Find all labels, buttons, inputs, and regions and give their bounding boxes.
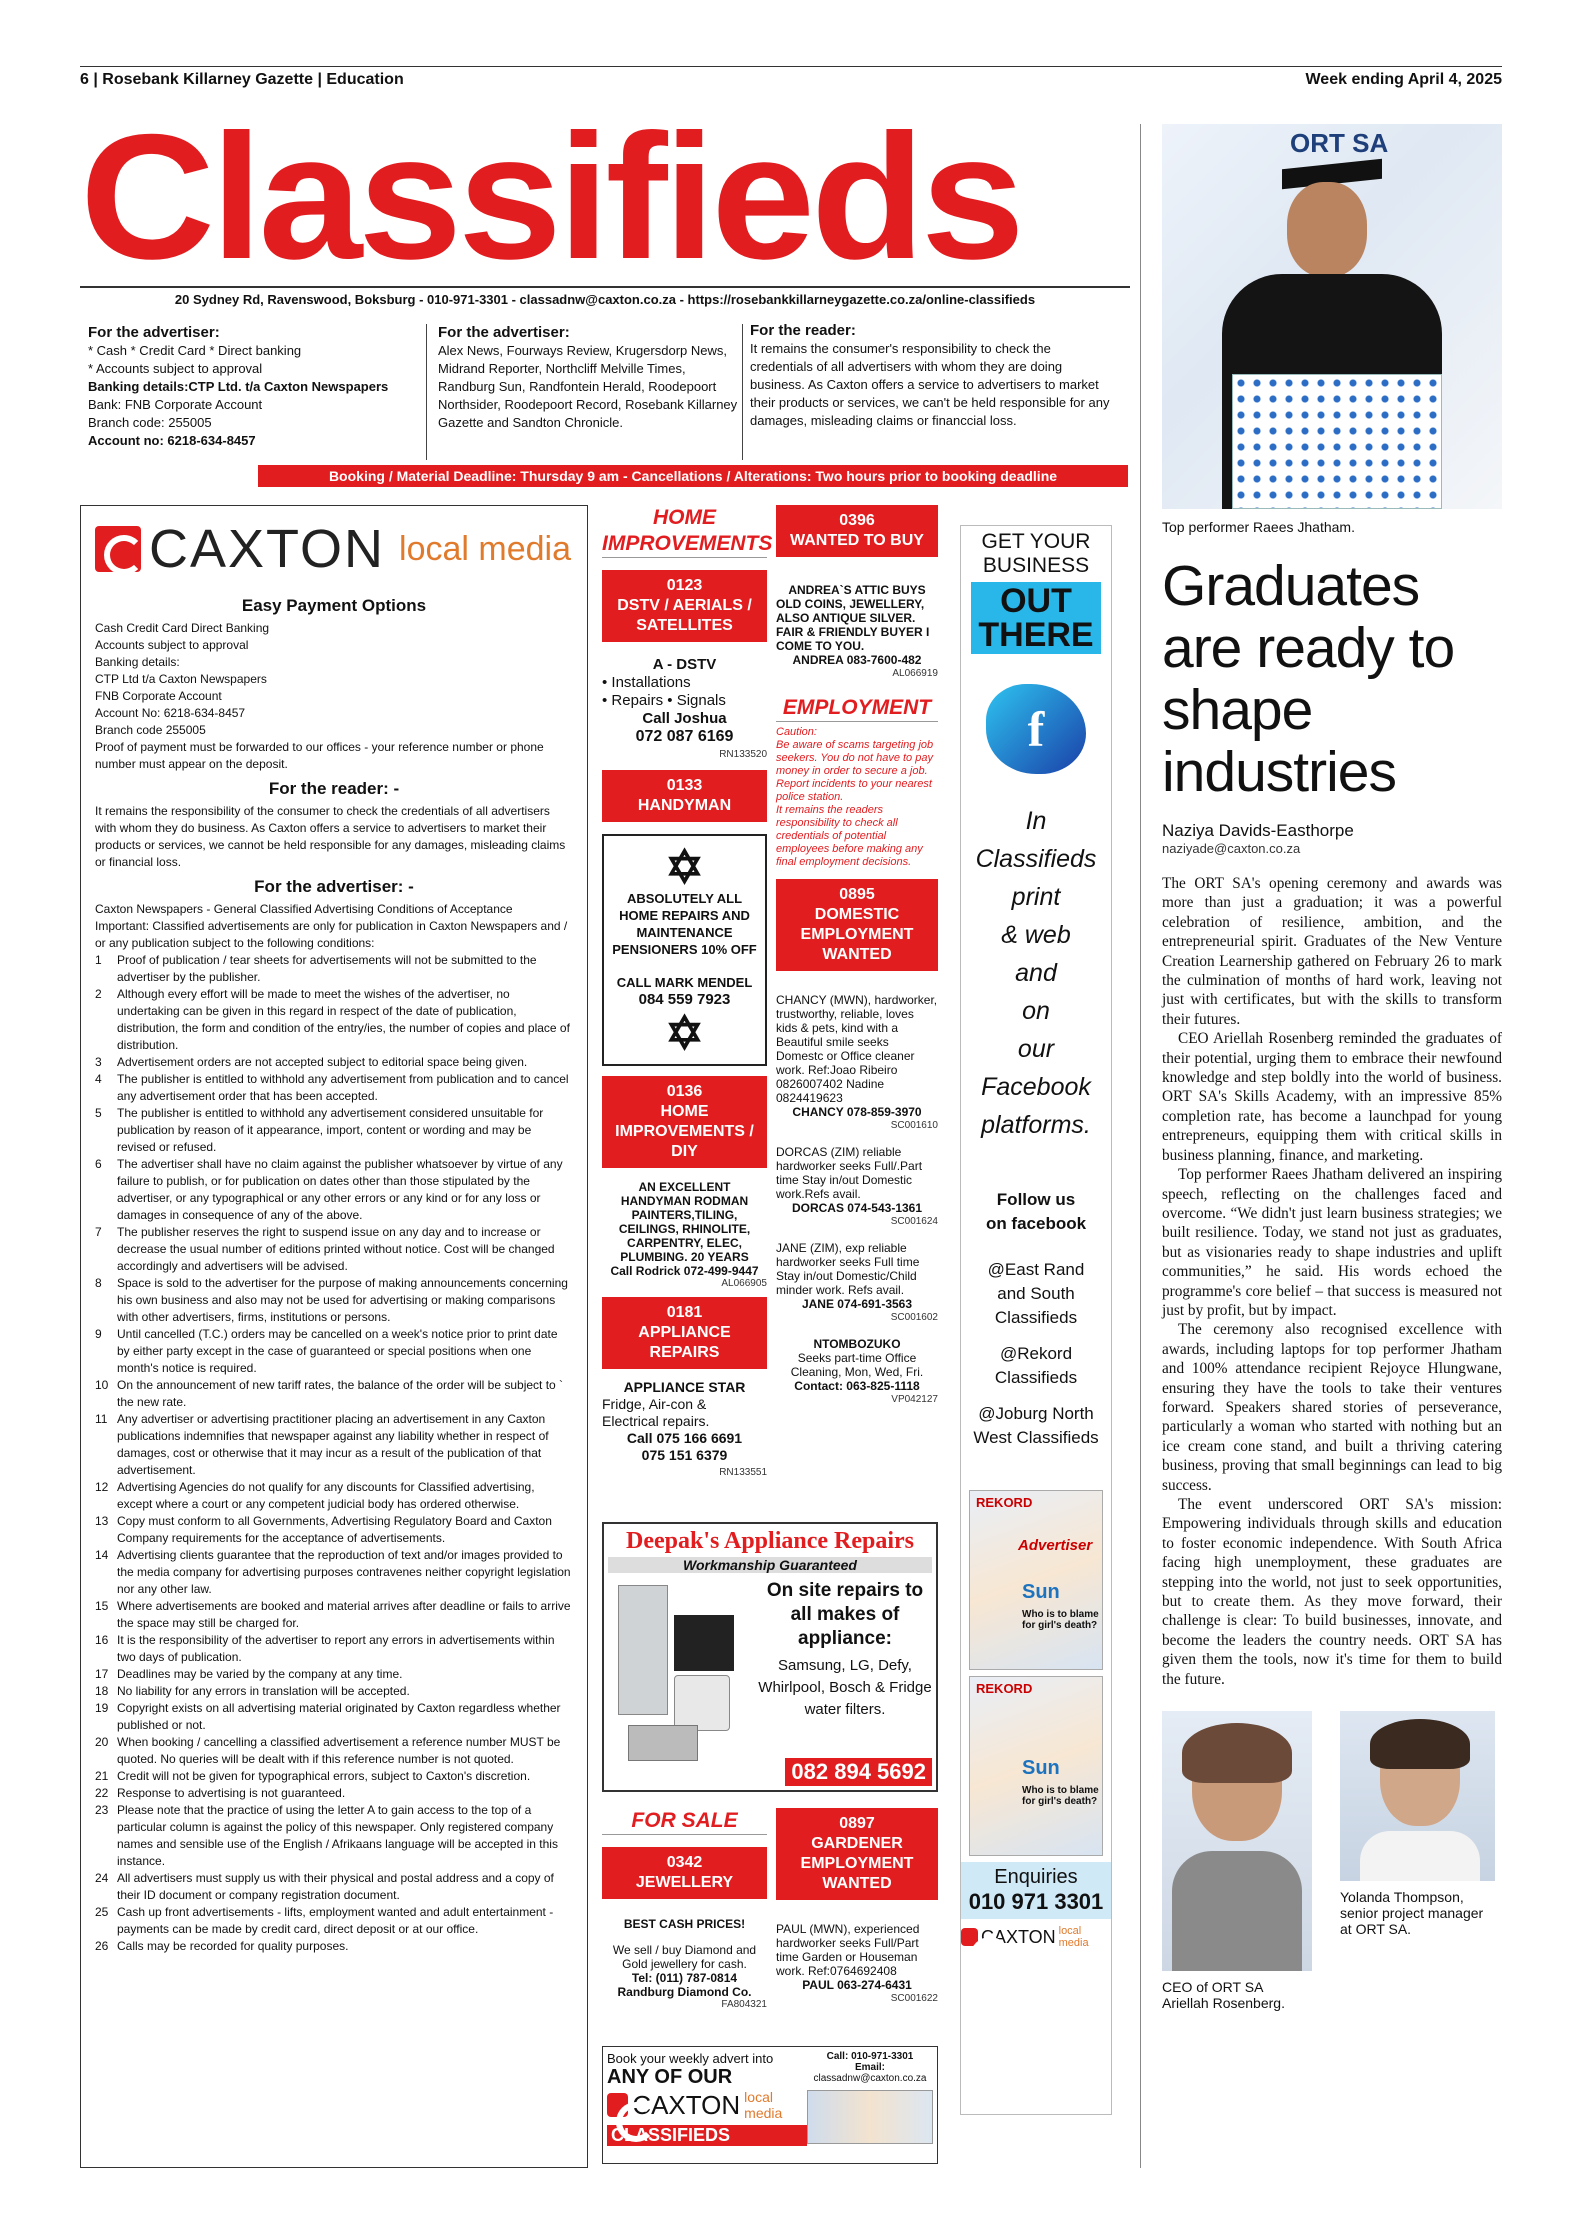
info-line: * Accounts subject to approval xyxy=(88,361,263,376)
photo-caption: Yolanda Thompson, senior project manager at ORT SA. xyxy=(1340,1889,1484,1938)
advertiser-title: For the advertiser: - xyxy=(254,877,414,896)
book-email: classadnw@caxton.co.za xyxy=(813,2073,927,2084)
section-heading: EMPLOYMENT xyxy=(776,695,938,722)
term-number: 4 xyxy=(95,1072,102,1086)
logo-subtext: local media xyxy=(1058,1925,1089,1949)
section-label: 6 | Rosebank Killarney Gazette | Education xyxy=(80,71,404,88)
classified-ad xyxy=(602,1180,767,1289)
ad-line: On site repairs to all makes of appliance: xyxy=(766,1580,924,1649)
column-for-sale xyxy=(602,1808,767,2010)
classified-ad xyxy=(776,1145,938,1229)
category-heading: 0396 WANTED TO BUY xyxy=(776,505,938,557)
ad-line: Randburg Diamond Co. xyxy=(617,1985,752,1999)
ad-line: Call Joshua xyxy=(642,710,727,727)
term-item xyxy=(95,1513,573,1547)
term-text: Please note that the practice of using the letter A to gain access to the top of a particular column is against the policy of this newspaper. Only registered company names and sensible use of the English / Afrikaans language will be accepted in this instance. xyxy=(117,1803,558,1868)
ad-line: AN EXCELLENT HANDYMAN RODMAN PAINTERS,TILING, CEILINGS, RHINOLITE, CARPENTRY, ELEC, PLUMBING. 20 YEARS xyxy=(618,1180,751,1264)
term-item xyxy=(95,986,573,1054)
deepak-ad xyxy=(602,1522,938,1792)
term-item xyxy=(95,1275,573,1326)
term-item xyxy=(95,1904,573,1938)
classified-ad xyxy=(776,583,938,681)
category-heading: 0181 APPLIANCE REPAIRS xyxy=(602,1297,767,1369)
classified-ad xyxy=(776,1241,938,1325)
classified-ad xyxy=(776,993,938,1133)
term-text: Space is sold to the advertiser for the purpose of making announcements concerning his own business and also may not be used for advertising or making comparisons with other advertisers, firms, institutions or persons. xyxy=(117,1276,568,1324)
ad-line: A - DSTV xyxy=(652,656,717,673)
term-number: 2 xyxy=(95,987,102,1001)
caxton-c-icon xyxy=(607,2093,628,2117)
term-text: Copy must conform to all Governments, Advertising Regulatory Board and Caxton Company requirements for the acceptance of advertisements. xyxy=(117,1514,552,1545)
term-number: 23 xyxy=(95,1803,109,1817)
facebook-icon: f xyxy=(986,684,1086,774)
term-number: 18 xyxy=(95,1684,109,1698)
term-text: Any advertiser or advertising practitioner placing an advertisement in any Caxton publications indemnifies that newspaper against any liability whether in respect of damages, cost or otherwise that it may incur as a result of the publication of that advertisement. xyxy=(117,1412,549,1477)
category-heading: 0133 HANDYMAN xyxy=(602,770,767,822)
term-text: It is the responsibility of the advertiser to report any errors in advertisements within two days of publication. xyxy=(117,1633,555,1664)
ad-phone: PAUL 063-274-6431 xyxy=(802,1978,912,1992)
ad-phone: JANE 074-691-3563 xyxy=(801,1297,913,1311)
term-number: 20 xyxy=(95,1735,109,1749)
term-text: Cash up front advertisements - lifts, employment wanted and adult entertainment - payments can be made by credit card, direct deposit or at our office. xyxy=(117,1905,554,1936)
term-text: On the announcement of new tariff rates, the balance of the order will be subject to ` the new rate. xyxy=(117,1378,564,1409)
term-item xyxy=(95,1326,573,1377)
reader-body: It remains the responsibility of the consumer to check the credentials of all advertisers with whom they do business. As Caxton offers a service to advertisers to market their products or services, we cannot be held responsible for any damages, misleading claims or financial loss. xyxy=(95,804,566,869)
term-text: Although every effort will be made to meet the wishes of the advertiser, no undertaking can be given in this regard in respect of the date of publication, distribution, the form and condition of the entry/ies, the number of copies and place of distribution. xyxy=(117,987,570,1052)
gift-box xyxy=(1232,374,1442,509)
term-text: Advertisement orders are not accepted subject to editorial space being given. xyxy=(117,1055,528,1069)
paper-headline: Who is to blame for girl's death? xyxy=(1022,1609,1099,1631)
paper-title: Sun xyxy=(1022,1581,1060,1603)
article-paragraph: The ceremony also recognised excellence with awards, including laptops for top performer Jhatham and 100% attendance recipient Rejoyce Hlungwane, ensuring they have the tools to take their ventures forward. Speakers shared stories of perseverance, particularly a woman who started with nothing but an ice cream cone stand, and built a thriving catering business, proving that small beginnings can lead to big success. xyxy=(1162,1321,1502,1494)
rosenberg-photo xyxy=(1162,1711,1312,1971)
term-number: 14 xyxy=(95,1548,109,1562)
terms-list xyxy=(95,952,573,1955)
logo-subtext: local media xyxy=(744,2089,783,2121)
ad-phone: 082 894 5692 xyxy=(785,1758,932,1786)
category-heading: 0342 JEWELLERY xyxy=(602,1847,767,1899)
facebook-page-link[interactable]: @Rekord Classifieds xyxy=(994,1344,1078,1387)
payment-body: Cash Credit Card Direct Banking Accounts subject to approval Banking details: CTP Ltd t/a Caxton Newspapers FNB Corporate Account Account No: 6218-634-8457 Branch code 255005 Proof of payment must be forwarded to our offices - your reference number or phone number must appear on the deposit. xyxy=(95,621,544,771)
term-number: 6 xyxy=(95,1157,102,1171)
term-number: 12 xyxy=(95,1480,109,1494)
appliances-image xyxy=(608,1575,758,1770)
photo-sign-text: ORT SA xyxy=(1290,128,1389,158)
article-paragraph: The ORT SA's opening ceremony and awards was more than just a graduation; it was a powerful celebration of resilience, ambition, and the entrepreneurial spirit. Graduates of the New Venture Creation Learnership gathered on February 26 to mark the culmination of months of hard work, leaving not just with certificates, but with the skills to transform their futures. xyxy=(1162,875,1502,1028)
face xyxy=(1287,182,1367,277)
section-heading: FOR SALE xyxy=(602,1808,767,1835)
term-item xyxy=(95,1479,573,1513)
category-heading: 0897 GARDENER EMPLOYMENT WANTED xyxy=(776,1808,938,1900)
term-text: The advertiser shall have no claim against the publisher whatsoever by virtue of any failure to publish, or for publication on dates other than those stipulated by the advertiser, or any typographical or any other errors or any kind or for any loss or damages in consequence of any of the above. xyxy=(117,1157,563,1222)
ad-ref: VP042127 xyxy=(891,1394,938,1405)
advertiser-payment-info xyxy=(88,324,418,450)
term-number: 17 xyxy=(95,1667,109,1681)
term-number: 9 xyxy=(95,1327,102,1341)
advertiser-publications xyxy=(438,324,738,432)
ad-phone: Call 075 166 6691 075 151 6379 xyxy=(626,1430,743,1463)
logo-text: CAXTON xyxy=(980,1926,1056,1947)
divider xyxy=(426,324,427,460)
term-text: Copyright exists on all advertising material originated by Caxton regardless whether published or not. xyxy=(117,1701,561,1732)
term-number: 16 xyxy=(95,1633,109,1647)
term-item xyxy=(95,1598,573,1632)
ad-phone: Call Rodrick 072-499-9447 xyxy=(610,1264,759,1278)
info-line: Banking details:CTP Ltd. t/a Caxton Newspapers xyxy=(88,379,389,394)
ad-title: Deepak's Appliance Repairs xyxy=(625,1528,915,1554)
ad-line: CHANCY (MWN), hardworker, trustworthy, reliable, loves kids & pets, kind with a Beautiful smile seeks Domestc or Office cleaner work. Ref:Joao Ribeiro 0826007402 Nadine 0824419623 xyxy=(776,993,938,1105)
caxton-conditions-box xyxy=(80,505,588,2168)
ad-line: ANDREA`S ATTIC BUYS xyxy=(788,583,926,597)
ad-ref: SC001602 xyxy=(890,1312,938,1323)
info-body: Alex News, Fourways Review, Krugersdorp News, Midrand Reporter, Northcliff Melville Times, Randburg Sun, Randfontein Herald, Roodepoort Northsider, Roodepoort Record, Rosebank Killarney Gazette and Sandton Chronicle. xyxy=(438,343,738,430)
ad-phone: CHANCY 078-859-3970 xyxy=(792,1105,922,1119)
term-item xyxy=(95,1802,573,1870)
ad-ref: SC001624 xyxy=(890,1216,938,1227)
term-number: 19 xyxy=(95,1701,109,1715)
book-advert-box xyxy=(602,2046,938,2164)
ad-phone: Tel: (011) 787-0814 xyxy=(631,1971,738,1985)
term-item xyxy=(95,1666,573,1683)
article-photos xyxy=(1162,1711,1502,2011)
column-gardener xyxy=(776,1808,938,2006)
term-item xyxy=(95,1785,573,1802)
caxton-c-icon xyxy=(961,1928,978,1946)
ad-line: Seeks part-time Office Cleaning, Mon, Wed, Fri. xyxy=(790,1351,924,1379)
ad-ref: SC001622 xyxy=(890,1993,938,2004)
classified-ad xyxy=(602,1379,767,1481)
issue-date: Week ending April 4, 2025 xyxy=(1305,71,1502,88)
article-column xyxy=(1162,124,1502,2011)
term-number: 3 xyxy=(95,1055,102,1069)
facebook-page-link[interactable]: @East Rand and South Classifieds xyxy=(987,1260,1085,1327)
newspaper-collage-image xyxy=(969,1490,1103,1670)
panel-line: THERE xyxy=(978,616,1094,654)
enquiries-label: Enquiries xyxy=(994,1866,1078,1888)
ad-line: We sell / buy Diamond and Gold jewellery for cash. xyxy=(612,1943,757,1971)
ad-line: OLD COINS, JEWELLERY, ALSO ANTIQUE SILVER. FAIR & FRIENDLY BUYER I COME TO YOU. xyxy=(776,597,930,653)
term-text: Until cancelled (T.C.) orders may be cancelled on a week's notice prior to print date by either party except in the case of guaranteed or special positions when one month's notice is required. xyxy=(117,1327,558,1375)
enquiries-phone: 010 971 3301 xyxy=(968,1889,1104,1914)
term-number: 24 xyxy=(95,1871,109,1885)
star-of-david-icon: ✡ xyxy=(665,841,704,893)
caxton-logo xyxy=(95,518,573,580)
ad-line: • Installations • Repairs • Signals xyxy=(602,674,726,709)
paper-title: Advertiser xyxy=(1018,1537,1093,1554)
term-text: The publisher is entitled to withhold any advertisement from publication and to cancel any advertisement order that has been accepted. xyxy=(117,1072,569,1103)
term-number: 25 xyxy=(95,1905,109,1919)
logo-subtext: local media xyxy=(399,529,572,568)
logo-text: CAXTON xyxy=(632,2089,741,2120)
ad-line: JANE (ZIM), exp reliable hardworker seeks Full time Stay in/out Domestic/Child minder work. Refs avail. xyxy=(776,1241,920,1297)
out-there-banner xyxy=(971,582,1101,654)
term-item xyxy=(95,1054,573,1071)
paper-title: REKORD xyxy=(976,1495,1033,1510)
term-item xyxy=(95,1411,573,1479)
ad-ref: AL066905 xyxy=(721,1278,767,1289)
star-of-david-icon: ✡ xyxy=(665,1007,704,1059)
caxton-c-icon xyxy=(95,526,141,572)
term-text: The publisher reserves the right to suspend issue on any day and to increase or decrease the usual number of editions printed without notice. Cost will be changed accordingly and advertisers will be advised. xyxy=(117,1225,555,1273)
classified-ad xyxy=(776,1922,938,2006)
caution-notice: Caution: Be aware of scams targeting job seekers. You do not have to pay money in order to secure a job. Report incidents to your nearest police station. It remains the readers responsibility to check all credentials of potential employees before making any final employment decisions. xyxy=(776,726,934,868)
panel-header xyxy=(961,530,1111,578)
ad-subtitle: Workmanship Guaranteed xyxy=(608,1557,932,1573)
classifieds-masthead: Classifieds xyxy=(80,97,1021,296)
ad-line: CALL MARK MENDEL xyxy=(616,975,753,990)
term-item xyxy=(95,1547,573,1598)
graduate-photo xyxy=(1162,124,1502,509)
author-name: Naziya Davids-Easthorpe xyxy=(1162,821,1354,840)
term-number: 22 xyxy=(95,1786,109,1800)
column-wanted-employment xyxy=(776,505,938,1407)
ad-line: DORCAS (ZIM) reliable hardworker seeks Full/.Part time Stay in/out Domestic work.Refs avail. xyxy=(776,1145,923,1201)
ad-ref: FA804321 xyxy=(721,1999,767,2010)
facebook-page-link[interactable]: @Joburg North West Classifieds xyxy=(973,1404,1099,1447)
term-number: 26 xyxy=(95,1939,109,1953)
ad-phone: 084 559 7923 xyxy=(638,991,731,1008)
payment-title: Easy Payment Options xyxy=(241,596,427,615)
category-heading: 0136 HOME IMPROVEMENTS / DIY xyxy=(602,1076,767,1168)
panel-line: GET YOUR xyxy=(981,530,1091,553)
term-item xyxy=(95,1105,573,1156)
info-body: It remains the consumer's responsibility to check the credentials of all advertisers with whom they are doing business. As Caxton offers a service to advertisers to market their products or services, we can't be held responsible for any damages, misleading claims or financcial loss. xyxy=(750,341,1110,428)
term-item xyxy=(95,952,573,986)
newspaper-collage-image xyxy=(969,1676,1103,1856)
book-contact xyxy=(807,2051,933,2159)
ad-line: Samsung, LG, Defy, Whirlpool, Bosch & Fridge water filters. xyxy=(758,1657,932,1718)
term-text: When booking / cancelling a classified advertisement a reference number MUST be quoted. No queries will be dealt with if this reference number is not quoted. xyxy=(117,1735,561,1766)
panel-line: OUT xyxy=(1000,582,1072,620)
info-title: For the reader: xyxy=(750,322,856,339)
term-text: The publisher is entitled to withhold any advertisement considered unsuitable for publication by reason of it appearance, import, content or wording and may be revised or refused. xyxy=(117,1106,544,1154)
ad-ref: RN133520 xyxy=(719,749,767,760)
term-text: No liability for any errors in translation will be accepted. xyxy=(117,1684,410,1698)
classified-ad xyxy=(776,1337,938,1407)
term-text: Response to advertising is not guaranteed. xyxy=(117,1786,346,1800)
term-item xyxy=(95,1224,573,1275)
column-divider xyxy=(1140,124,1141,2168)
panel-promo: In Classifieds print & web and on our Facebook platforms. xyxy=(975,807,1097,1139)
book-phone: Call: 010-971-3301 xyxy=(826,2051,914,2062)
ad-phone: Contact: 063-825-1118 xyxy=(794,1379,920,1393)
paper-title: REKORD xyxy=(976,1681,1033,1696)
section-heading: HOME IMPROVEMENTS xyxy=(602,505,767,558)
advertiser-intro: Caxton Newspapers - General Classified Advertising Conditions of Acceptance Important: Classified advertisements are only for publication in Caxton Newspapers and / or any publication subject to the following conditions: xyxy=(95,902,568,950)
info-line: * Cash * Credit Card * Direct banking xyxy=(88,343,302,358)
term-item xyxy=(95,1768,573,1785)
term-number: 7 xyxy=(95,1225,102,1239)
term-number: 13 xyxy=(95,1514,109,1528)
book-line: Book your weekly advert into xyxy=(607,2051,774,2066)
info-title: For the advertiser: xyxy=(88,324,220,341)
divider xyxy=(742,324,743,460)
term-number: 8 xyxy=(95,1276,102,1290)
term-item xyxy=(95,1071,573,1105)
photo-caption: Top performer Raees Jhatham. xyxy=(1162,519,1355,535)
info-title: For the advertiser: xyxy=(438,324,570,341)
term-text: Advertising Agencies do not qualify for any discounts for Classified advertising, except where a court or any competent judicial body has ordered otherwise. xyxy=(117,1480,535,1511)
get-your-business-panel xyxy=(960,525,1112,2115)
ad-line: NTOMBOZUKO xyxy=(813,1337,901,1351)
book-line: CLASSIFIEDS xyxy=(607,2125,807,2146)
info-line: Bank: FNB Corporate Account xyxy=(88,397,263,412)
deadline-banner: Booking / Material Deadline: Thursday 9 am - Cancellations / Alterations: Two hours prior to booking deadline xyxy=(258,465,1128,487)
photo-caption: CEO of ORT SA Ariellah Rosenberg. xyxy=(1162,1979,1285,2012)
ad-phone: 072 087 6169 xyxy=(635,728,734,745)
term-item xyxy=(95,1156,573,1224)
paper-title: Sun xyxy=(1022,1757,1060,1779)
term-item xyxy=(95,1632,573,1666)
ad-ref: SC001610 xyxy=(890,1120,938,1131)
term-item xyxy=(95,1938,573,1955)
info-line: Account no: 6218-634-8457 xyxy=(88,433,256,448)
category-heading: 0895 DOMESTIC EMPLOYMENT WANTED xyxy=(776,879,938,971)
ad-line: APPLIANCE STAR xyxy=(623,1379,746,1395)
term-text: Advertising clients guarantee that the reproduction of text and/or images provided to the media company for advertising purposes contravenes neither copyright legislation nor any other law. xyxy=(117,1548,571,1596)
term-text: All advertisers must supply us with their physical and postal address and a copy of their ID document or company registration document. xyxy=(117,1871,554,1902)
ad-line: ABSOLUTELY ALL HOME REPAIRS AND MAINTENANCE PENSIONERS 10% OFF xyxy=(612,891,757,957)
newspaper-stack-image xyxy=(807,2090,933,2144)
enquiries-box xyxy=(961,1862,1111,1919)
reader-title: For the reader: - xyxy=(268,779,400,798)
book-email-label: Email: xyxy=(854,2062,885,2073)
term-number: 10 xyxy=(95,1378,109,1392)
term-text: Calls may be recorded for quality purposes. xyxy=(117,1939,349,1953)
term-number: 5 xyxy=(95,1106,102,1120)
column-home-improvements xyxy=(602,505,773,1481)
ad-line: PAUL (MWN), experienced hardworker seeks Full/Part time Garden or Houseman work. Ref:0764692408 xyxy=(776,1922,920,1978)
contact-line: 20 Sydney Rd, Ravenswood, Boksburg - 010-971-3301 - classadnw@caxton.co.za - https://rosebankkillarneygazette.co.za/online-classifieds xyxy=(80,286,1130,307)
page-header-bar xyxy=(80,66,1502,92)
article-paragraph: Top performer Raees Jhatham delivered an inspiring speech, reflecting on the challenges faced and overcome. “We didn't just learn business strategies; we built resilience. Today, we stand not just as graduates, but as visionaries ready to shape industries and uplift communities,” he said. His words echoed the programme's core belief – that success is measured not just by profit, but by impact. xyxy=(1162,1166,1502,1319)
ad-phone: ANDREA 083-7600-482 xyxy=(792,653,922,667)
term-number: 21 xyxy=(95,1769,109,1783)
thompson-photo xyxy=(1340,1711,1495,1881)
term-number: 11 xyxy=(95,1412,108,1426)
panel-line: BUSINESS xyxy=(982,554,1090,577)
info-line: Branch code: 255005 xyxy=(88,415,212,430)
term-number: 15 xyxy=(95,1599,109,1613)
ad-line: BEST CASH PRICES! xyxy=(623,1917,746,1931)
term-text: Where advertisements are booked and material arrives after deadline or fails to arrive the space may still be charged for. xyxy=(117,1599,571,1630)
reader-notice xyxy=(750,322,1110,430)
article-body xyxy=(1162,874,1502,1689)
ad-phone: DORCAS 074-543-1361 xyxy=(791,1201,923,1215)
term-item xyxy=(95,1870,573,1904)
ad-ref: AL066919 xyxy=(892,668,938,679)
mendel-ad xyxy=(602,834,767,1066)
article-headline: Graduates are ready to shape industries xyxy=(1162,554,1455,804)
ad-line: Fridge, Air-con & Electrical repairs. xyxy=(602,1396,710,1429)
term-text: Credit will not be given for typographical errors, subject to Caxton's discretion. xyxy=(117,1769,531,1783)
term-item xyxy=(95,1377,573,1411)
category-heading: 0123 DSTV / AERIALS / SATELLITES xyxy=(602,570,767,642)
term-item xyxy=(95,1700,573,1734)
book-line: ANY OF OUR xyxy=(607,2066,733,2088)
article-paragraph: The event underscored ORT SA's mission: Empowering individuals through skills and education to foster economic independence. With South Africa facing high unemployment, these graduates are stepping into the world, not just to seek opportunities, but to create them. As they move forward, their challenge is clear: To build businesses, innovate, and become the leaders the country needs. ORT SA has given them the tools, now it's time for them to build the future. xyxy=(1162,1496,1502,1688)
author-email: naziyade@caxton.co.za xyxy=(1162,841,1301,856)
ad-ref: RN133551 xyxy=(719,1467,767,1478)
classified-ad xyxy=(602,1917,767,2010)
classified-ad xyxy=(602,656,767,764)
term-item xyxy=(95,1734,573,1768)
paper-headline: Who is to blame for girl's death? xyxy=(1022,1785,1099,1807)
follow-label: Follow us on facebook xyxy=(985,1190,1087,1233)
logo-text: CAXTON xyxy=(149,519,386,579)
caxton-logo xyxy=(961,1925,1111,1949)
term-text: Proof of publication / tear sheets for advertisements will not be submitted to the advertiser by the publisher. xyxy=(117,953,537,984)
term-number: 1 xyxy=(95,953,102,967)
article-paragraph: CEO Ariellah Rosenberg reminded the graduates of their potential, urging them to embrace their newfound knowledge and step boldly into the world of business. ORT SA's Skills Academy, with an impressive 85% completion rate, has become a launchpad for young entrepreneurs, equipping them with critical skills in business planning, finance, and marketing. xyxy=(1162,1030,1502,1164)
term-item xyxy=(95,1683,573,1700)
term-text: Deadlines may be varied by the company at any time. xyxy=(117,1667,403,1681)
